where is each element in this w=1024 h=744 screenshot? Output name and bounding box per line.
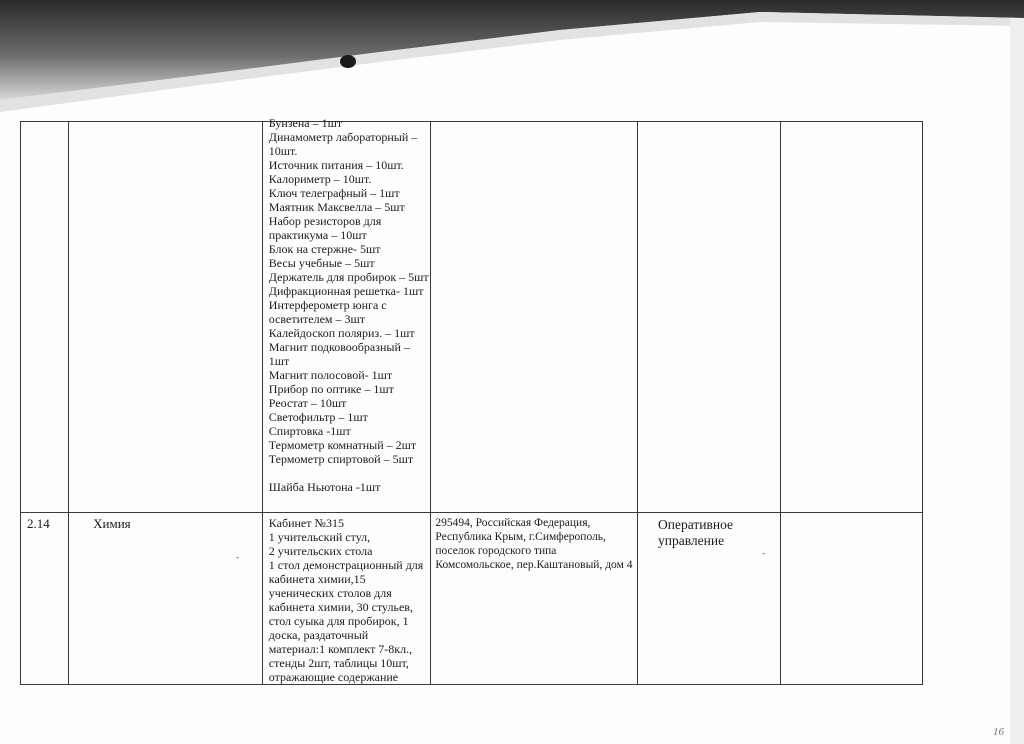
equipment-list: [263, 116, 431, 494]
scan-speck: -: [236, 552, 239, 562]
list-item: Бунзена – 1шт: [268, 116, 343, 130]
equipment-cell: [262, 116, 431, 513]
list-item: 2 учительских стола: [268, 544, 373, 558]
list-item: Маятник Максвелла – 5шт: [268, 200, 405, 214]
list-item: Держатель для пробирок – 5шт: [268, 270, 429, 284]
list-item: Термометр комнатный – 2шт: [268, 438, 417, 452]
subject-cell: [69, 122, 263, 513]
list-item: Реостат – 10шт: [268, 396, 347, 410]
list-item: Набор резисторов для практикума – 10шт: [268, 214, 382, 242]
scan-speck: -: [762, 548, 765, 558]
list-item: 1 стол демонстрационный для кабинета химии,15 ученических столов для кабинета химии, 30 стульев, стол суыка для пробирок, 1 доска, раздаточный материал:1 комплект 7-8кл., стенды 2шт, таблицы 10шт, отражающие содержание: [268, 558, 424, 684]
list-item: Светофильтр – 1шт: [268, 410, 368, 424]
list-item: Динамометр лабораторный – 10шт.: [268, 130, 418, 158]
list-item: Калориметр – 10шт.: [268, 172, 372, 186]
list-item: 1 учительский стул,: [268, 530, 371, 544]
management-cell: [638, 122, 781, 513]
list-gap: [269, 466, 431, 480]
list-item: Магнит полосовой- 1шт: [268, 368, 393, 382]
table-row: [21, 513, 923, 685]
room-equipment: [262, 513, 431, 685]
address-cell: [431, 122, 638, 513]
list-item: Интерферометр юнга с осветителем – 3шт: [268, 298, 387, 326]
list-item: Источник питания – 10шт.: [268, 158, 404, 172]
subject-name: Химия: [69, 513, 263, 685]
list-item: Ключ телеграфный – 1шт: [268, 186, 400, 200]
table-row: [21, 122, 923, 513]
page-number: 16: [993, 726, 1004, 738]
punch-hole: [340, 55, 356, 68]
number-cell: [21, 122, 69, 513]
list-item: Шайба Ньютона -1шт: [268, 480, 381, 494]
inventory-table: [20, 116, 923, 685]
list-item: Калейдоскоп поляриз. – 1шт: [268, 326, 415, 340]
list-item: Термометр спиртовой – 5шт: [268, 452, 414, 466]
list-item: Прибор по оптике – 1шт: [268, 382, 394, 396]
room-title: Кабинет №315: [268, 516, 344, 530]
list-item: Спиртовка -1шт: [268, 424, 351, 438]
list-item: Весы учебные – 5шт: [268, 256, 375, 270]
list-item: Блок на стержне- 5шт: [268, 242, 381, 256]
list-item: Магнит подковообразный – 1шт: [268, 340, 410, 368]
notes-cell: [781, 513, 923, 685]
notes-cell: [781, 122, 923, 513]
row-number: 2.14: [21, 513, 69, 685]
management-type: Оперативное управление: [638, 513, 781, 685]
list-item: Дифракционная решетка- 1шт: [268, 284, 424, 298]
address-text: 295494, Российская Федерация, Республика Крым, г.Симферополь, поселок городского типа Комсомольское, пер.Каштановый, дом 4: [431, 513, 638, 685]
